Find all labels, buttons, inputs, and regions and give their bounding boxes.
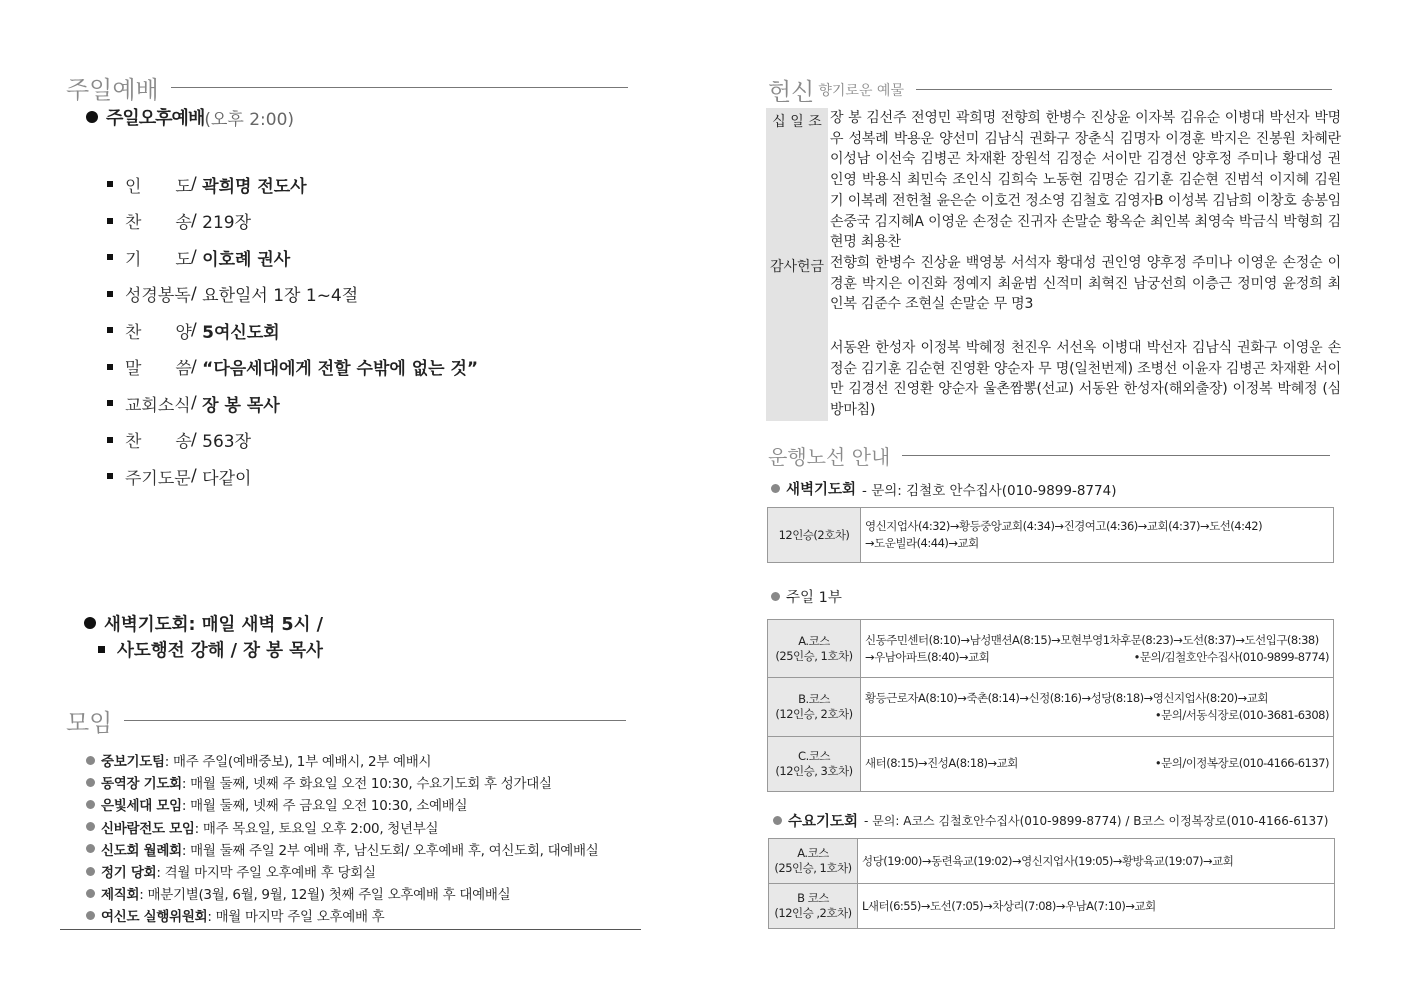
order-label: 찬 송 — [125, 213, 192, 234]
meetings-section-title: 모임 — [66, 709, 113, 737]
route-stops: 성당(19:00)→동련육교(19:02)→영신지업사(19:05)→황방육교(19:07)→교회 — [858, 839, 1335, 884]
service-name: 주일오후예배 — [106, 108, 205, 129]
vehicle-info: (12인승, 3호차) — [775, 763, 853, 778]
route-row — [768, 508, 1334, 563]
square-bullet-icon — [98, 646, 105, 653]
course-name: B.코스 — [798, 691, 830, 706]
route-row — [768, 736, 1334, 791]
meetings-section-header — [66, 703, 626, 738]
bullet-icon — [84, 617, 96, 629]
route-stops — [861, 508, 1334, 563]
order-item: 인 도 / 곽희명 전도사 — [107, 166, 478, 203]
vehicle-label — [768, 678, 861, 736]
offering-section-title: 헌신 — [768, 78, 815, 106]
section-divider — [902, 455, 1330, 456]
offering-names: 장 봉 김선주 전영민 곽희명 전향희 한병수 진상윤 이자복 김유순 이병대 박선자 박명우 성복례 박용운 양선미 김남식 권화구 장춘식 김명자 이경훈 박지은 진봉원 차혜란 이성남 이선숙 김병곤 차재환 장원석 김정순 서이만 김경선 양후정 주미나 황대성 권인영 박용식 최민숙 조인식 김희숙 노동현 김명순 김기훈 김순현 진범석 이지혜 김원기 이복례 전헌철 윤은순 이호건 정소영 김철호 김영자B 이성복 김남희 이창호 송봉임 손중국 김지혜A 이영운 손정순 진귀자 손말순 황옥순 최인복 최영숙 박금식 박형희 김현명 최용찬 — [830, 110, 1341, 251]
bullet-icon — [86, 800, 95, 809]
meeting-detail: : 매월 둘째, 넷째 주 금요일 오전 10:30, 소예배실 — [181, 798, 468, 815]
service-time: (오후 2:00) — [204, 109, 295, 130]
bottom-divider — [60, 929, 641, 930]
dawn-route-title: 새벽기도회 — [786, 482, 857, 498]
meeting-item — [86, 904, 599, 926]
order-item: 말 씀 / “다음세대에게 전할 수밖에 없는 것” — [107, 349, 478, 386]
course-name: C.코스 — [798, 748, 830, 763]
order-value: 이호례 권사 — [202, 249, 291, 270]
wed-route-inquiry: - 문의: A코스 김철호안수집사(010-9899-8774) / B코스 이정복장로(010-4166-6137) — [864, 814, 1329, 828]
sunday-route-header — [771, 586, 842, 607]
worship-section-title: 주일예배 — [66, 76, 159, 104]
order-item: 찬 송 / 219장 — [107, 203, 478, 240]
order-item: 주기도문 / 다같이 — [107, 458, 478, 495]
vehicle-label — [769, 839, 858, 884]
offering-row — [766, 253, 1341, 315]
vehicle-label — [768, 620, 861, 678]
route-contact: •문의/서동식장로(010-3681-6308) — [1154, 707, 1329, 722]
meeting-item — [86, 771, 599, 793]
bullet-icon — [86, 844, 95, 853]
meeting-detail: : 매월 마지막 주일 오후예배 후 — [207, 909, 385, 926]
meetings-list — [86, 749, 599, 927]
square-bullet-icon — [107, 327, 113, 333]
offering-section-header — [768, 72, 1332, 107]
bullet-icon — [86, 111, 98, 123]
offering-table — [766, 108, 1341, 421]
route-line: 영신지업사(4:32)→황등중앙교회(4:34)→진경여고(4:36)→교회(4:37)→도선(4:42) — [865, 519, 1263, 533]
route-stops: L새터(6:55)→도선(7:05)→차상리(7:08)→우남A(7:10)→교회 — [858, 884, 1335, 929]
order-label: 주기도문 — [125, 468, 191, 489]
bullet-icon — [86, 756, 95, 765]
route-line: 새터(8:15)→진성A(8:18)→교회 — [865, 756, 1018, 771]
square-bullet-icon — [107, 181, 113, 187]
route-line: →우남아파트(8:40)→교회 — [865, 649, 990, 664]
offering-names: 서동완 한성자 이정복 박혜정 천진우 서선옥 이병대 박선자 김남식 권화구 이영운 손정순 김기훈 김순현 진영환 양순자 무 명(일천번제) 조병선 이윤자 김병곤 차재환 서이만 김경선 진영환 양순자 울촌짬뽕(선교) 서동완 한성자(해외출장) 이정복 박혜정 (심방마침) — [830, 340, 1341, 419]
square-bullet-icon — [107, 400, 113, 406]
vehicle-info: (12인승, 2호차) — [775, 706, 853, 721]
order-value: 219장 — [202, 213, 252, 234]
square-bullet-icon — [107, 364, 113, 370]
route-contact: •문의/김철호안수집사(010-9899-8774) — [1133, 649, 1329, 664]
meeting-item — [86, 749, 599, 771]
square-bullet-icon — [107, 218, 113, 224]
order-value: 다같이 — [202, 468, 252, 489]
dawn-route-header — [771, 478, 1116, 499]
vehicle-label: 12인승(2호차) — [768, 508, 861, 563]
order-label: 인 도 — [125, 176, 192, 197]
meeting-name: 여신도 실행위원회 — [101, 909, 208, 926]
vehicle-info: (12인승 ,2호차) — [774, 906, 852, 920]
square-bullet-icon — [107, 254, 113, 260]
dawn-prayer-line2: 사도행전 강해 / 장 봉 목사 — [117, 640, 323, 661]
route-row — [768, 678, 1334, 736]
meeting-item — [86, 838, 599, 860]
dawn-route-table — [767, 507, 1334, 563]
meeting-detail: : 매주 주일(예배중보), 1부 예배시, 2부 예배시 — [164, 754, 432, 771]
service-title — [86, 104, 294, 130]
course-name: A.코스 — [798, 633, 830, 648]
route-line: →도운빌라(4:44)→교회 — [865, 536, 979, 550]
order-label: 성경봉독 — [125, 286, 191, 307]
meeting-name: 중보기도팀 — [101, 754, 165, 771]
order-item: 성경봉독 / 요한일서 1장 1~4절 — [107, 276, 478, 313]
vehicle-info: (25인승, 1호차) — [775, 648, 853, 663]
section-divider — [124, 720, 626, 721]
meeting-item — [86, 860, 599, 882]
route-stops — [861, 620, 1334, 678]
meeting-name: 동역장 기도회 — [101, 776, 182, 793]
offering-row — [766, 108, 1341, 253]
route-line: 신동주민센터(8:10)→남성맨션A(8:15)→모현부영1차후문(8:23)→도선(8:37)→도선입구(8:38) — [865, 632, 1319, 647]
meeting-name: 은빛세대 모임 — [101, 798, 182, 815]
meeting-detail: : 매월 둘째, 넷째 주 화요일 오전 10:30, 수요기도회 후 성가대실 — [181, 776, 552, 793]
bullet-icon — [773, 816, 782, 825]
bullet-icon — [771, 484, 780, 493]
order-label: 교회소식 — [125, 395, 191, 416]
meeting-item — [86, 882, 599, 904]
course-name: A.코스 — [797, 846, 829, 860]
route-stops — [861, 678, 1334, 736]
worship-order-list — [107, 166, 478, 495]
bullet-icon — [86, 822, 95, 831]
offering-row — [766, 338, 1341, 421]
order-value: 장 봉 목사 — [202, 395, 280, 416]
wed-route-header — [773, 810, 1328, 831]
dawn-prayer-block — [84, 610, 323, 662]
meeting-item — [86, 816, 599, 838]
meeting-item — [86, 793, 599, 815]
order-value: 요한일서 1장 1~4절 — [202, 286, 359, 307]
square-bullet-icon — [107, 437, 113, 443]
route-row — [768, 620, 1334, 678]
vehicle-info: (25인승, 1호차) — [774, 861, 852, 875]
vehicle-label — [769, 884, 858, 929]
order-label: 말 씀 — [125, 359, 192, 380]
bullet-icon — [771, 592, 780, 601]
meeting-name: 신도회 월례회 — [101, 842, 182, 859]
offering-type: 십 일 조 — [766, 108, 828, 253]
wed-route-title: 수요기도회 — [788, 814, 859, 830]
order-value: 곽희명 전도사 — [202, 176, 307, 197]
order-label: 찬 양 — [125, 322, 192, 343]
offering-type: 감사헌금 — [766, 253, 828, 315]
wed-route-table — [768, 838, 1335, 929]
section-divider — [916, 89, 1332, 90]
sermon-title: “다음세대에게 전할 수밖에 없는 것” — [202, 359, 479, 380]
order-label: 기 도 — [125, 249, 192, 270]
sunday-route-title: 주일 1부 — [786, 590, 842, 606]
route-row — [769, 839, 1335, 884]
dawn-route-inquiry: - 문의: 김철호 안수집사(010-9899-8774) — [862, 482, 1117, 499]
meeting-detail: : 매분기별(3월, 6월, 9월, 12월) 첫째 주일 오후예배 후 대예배실 — [139, 887, 511, 904]
order-value: 563장 — [202, 432, 252, 453]
bullet-icon — [86, 867, 95, 876]
meeting-name: 신바람전도 모임 — [101, 820, 195, 837]
offering-type — [766, 338, 828, 421]
section-divider — [171, 87, 628, 88]
worship-section-header — [66, 70, 628, 105]
order-item: 찬 양 / 5여신도회 — [107, 312, 478, 349]
sunday-route-table — [767, 619, 1334, 792]
offering-names: 전향희 한병수 진상윤 백영봉 서석자 황대성 권인영 양후정 주미나 이영운 손정순 이경훈 박지은 이진화 정예지 최윤범 신적미 최혁진 남궁선희 이층근 정미영 윤정희 최인복 김준수 조현실 손말순 무 명3 — [830, 254, 1341, 313]
bullet-icon — [86, 778, 95, 787]
meeting-name: 제직회 — [101, 887, 140, 904]
order-value: 5여신도회 — [202, 322, 280, 343]
bullet-icon — [86, 911, 95, 920]
route-row — [769, 884, 1335, 929]
square-bullet-icon — [107, 473, 113, 479]
meeting-detail: : 매월 둘째 주일 2부 예배 후, 남신도회/ 오후예배 후, 여신도회, 대예배실 — [181, 842, 599, 859]
meeting-name: 정기 당회 — [101, 865, 157, 882]
order-item: 기 도 / 이호례 권사 — [107, 239, 478, 276]
order-item: 교회소식 / 장 봉 목사 — [107, 385, 478, 422]
route-section-title: 운행노선 안내 — [768, 445, 891, 469]
dawn-prayer-line1: 새벽기도회: 매일 새벽 5시 / — [104, 614, 323, 635]
route-line: 황등근로자A(8:10)→죽촌(8:14)→신정(8:16)→성당(8:18)→영신지업사(8:20)→교회 — [865, 690, 1268, 705]
course-name: B 코스 — [797, 891, 829, 905]
route-contact: •문의/이정복장로(010-4166-6137) — [1154, 756, 1329, 771]
vehicle-label — [768, 736, 861, 791]
order-item: 찬 송 / 563장 — [107, 422, 478, 459]
bullet-icon — [86, 889, 95, 898]
meeting-detail: : 격월 마지막 주일 오후예배 후 당회실 — [156, 865, 376, 882]
meeting-detail: : 매주 목요일, 토요일 오후 2:00, 청년부실 — [194, 820, 439, 837]
route-section-header — [768, 441, 1330, 470]
route-stops — [861, 736, 1334, 791]
order-label: 찬 송 — [125, 432, 192, 453]
offering-spacer — [766, 315, 1341, 338]
offering-section-subtitle: 향기로운 예물 — [818, 82, 904, 99]
square-bullet-icon — [107, 291, 113, 297]
